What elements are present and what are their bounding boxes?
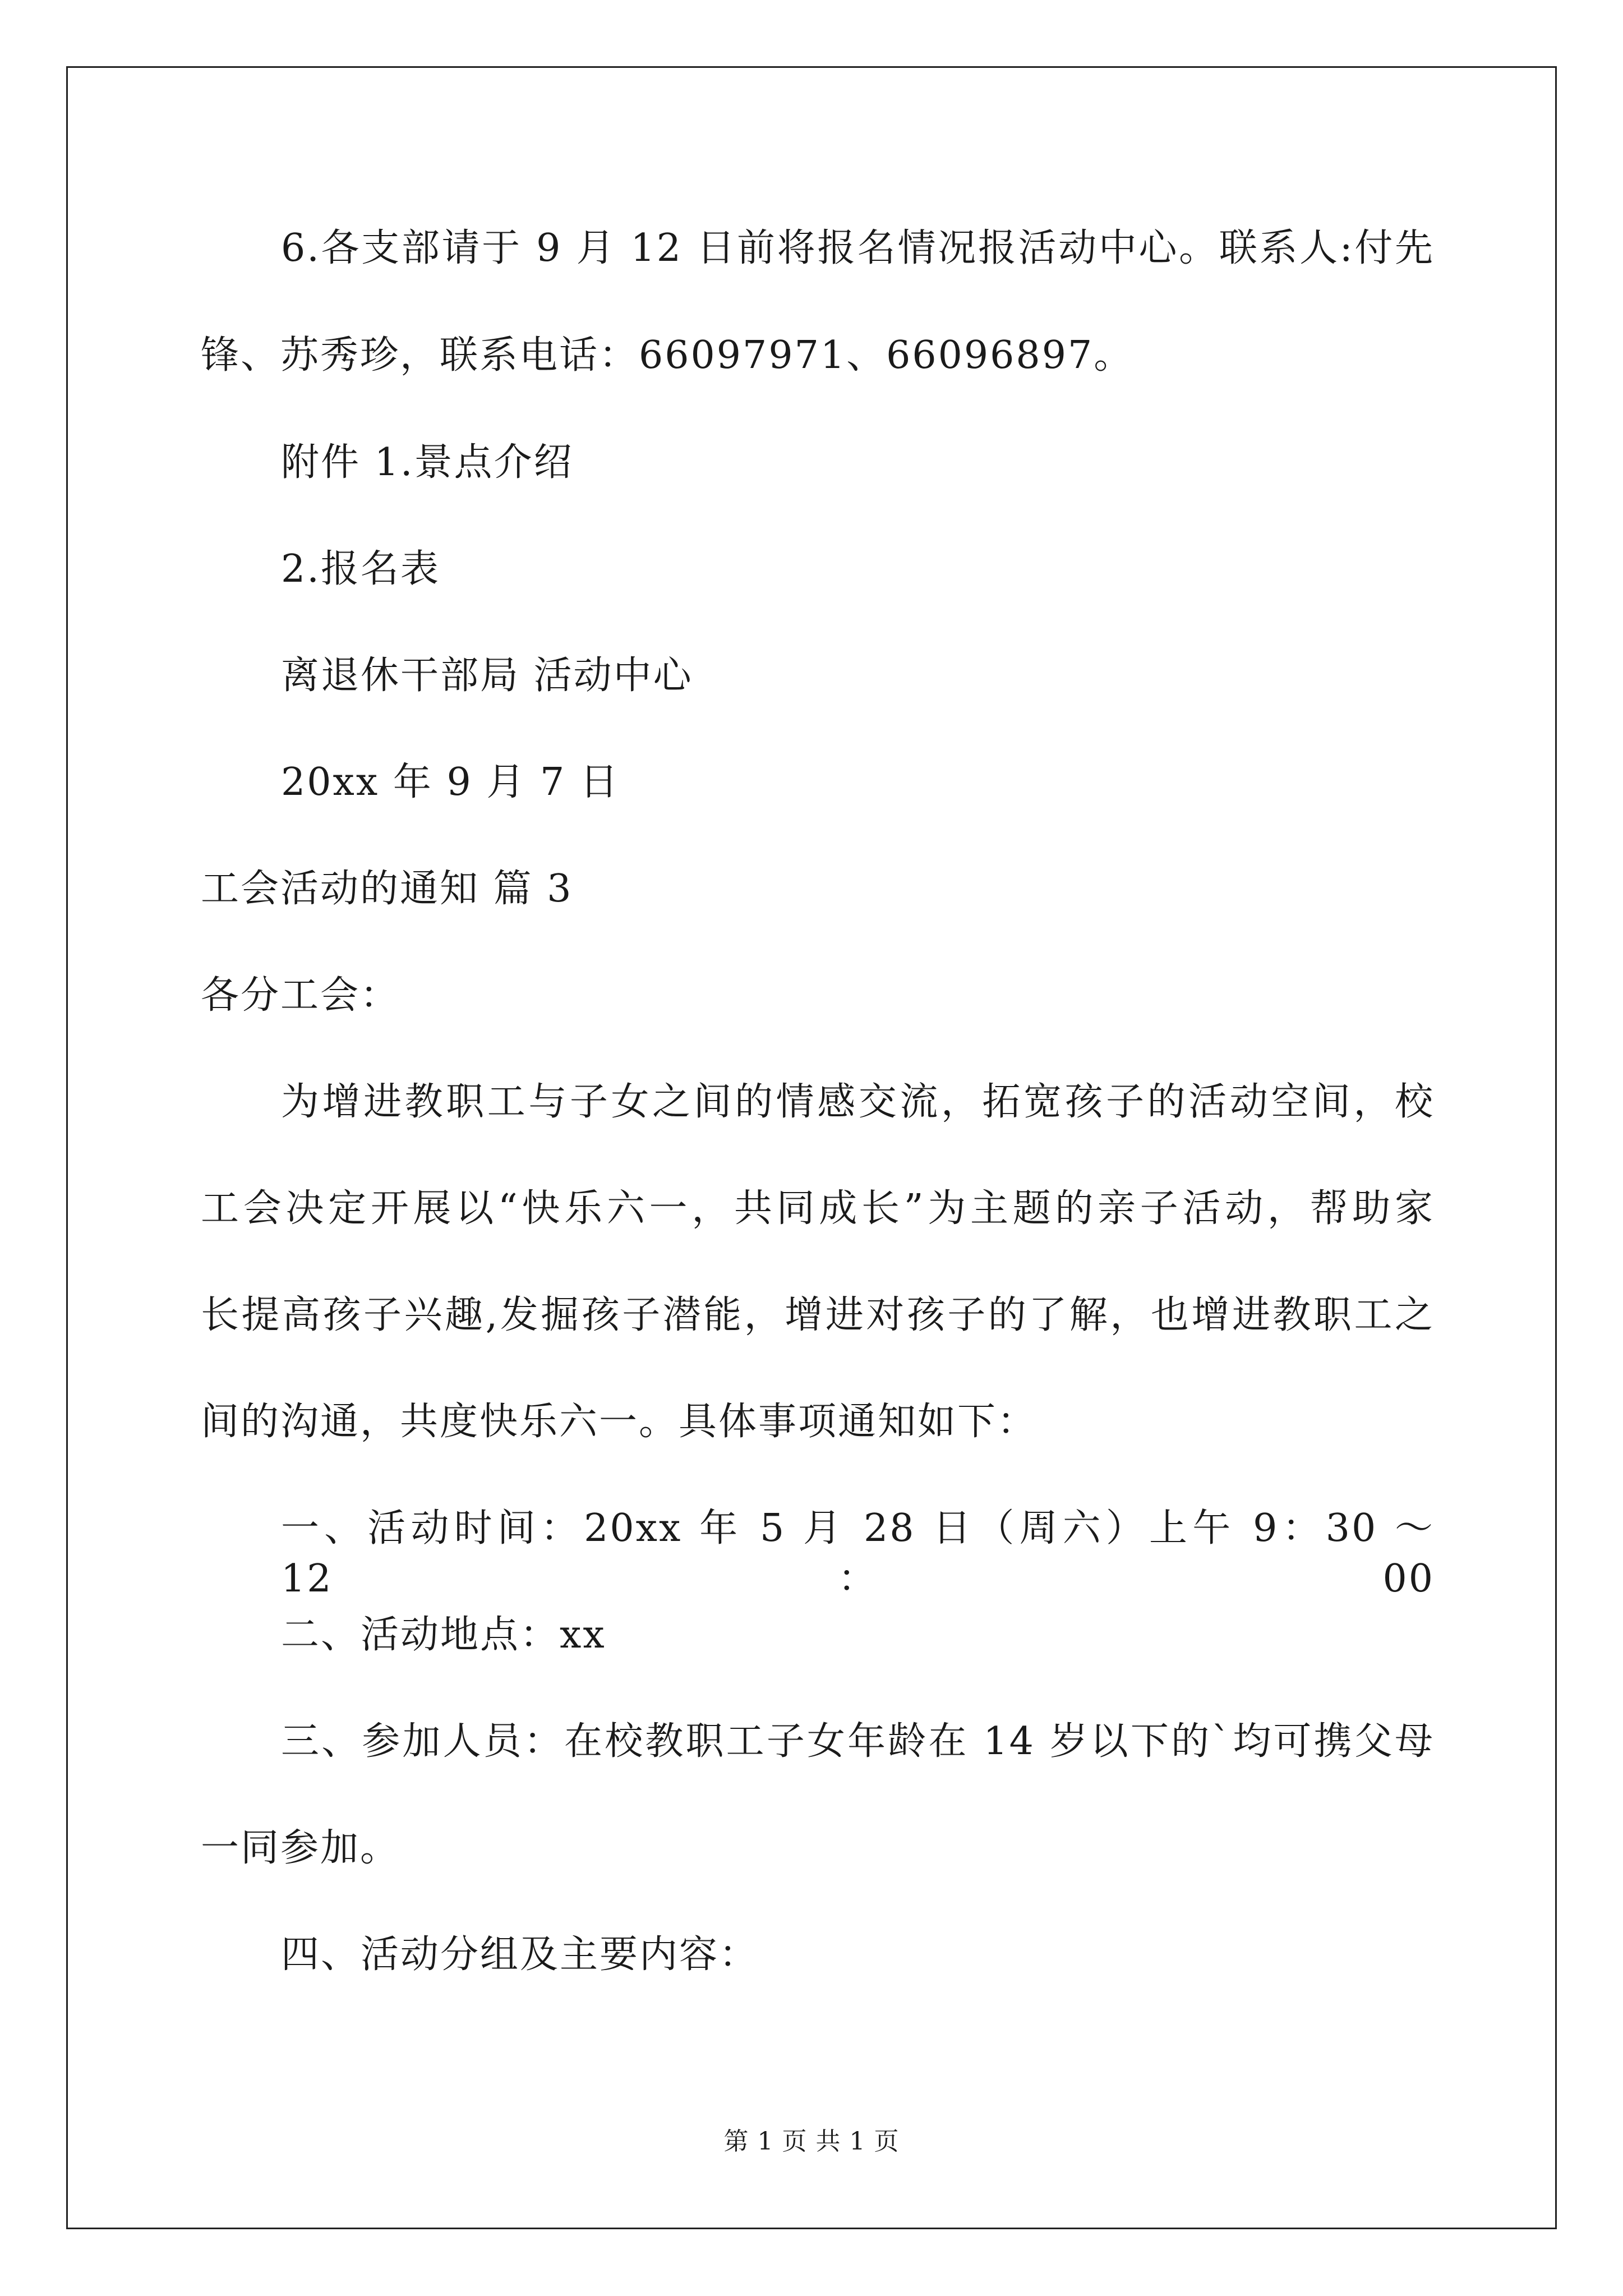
- paragraph-line: 为增进教职工与子女之间的情感交流，拓宽孩子的活动空间，校: [281, 1080, 1435, 1124]
- paragraph-line: 间的沟通，共度快乐六一。具体事项通知如下：: [201, 1400, 1038, 1444]
- page-frame: [66, 66, 1557, 2229]
- page-number-footer: 第 1 页 共 1 页: [723, 2127, 900, 2156]
- paragraph-line: 锋、苏秀珍，联系电话：66097971、66096897。: [201, 333, 1134, 378]
- paragraph-line: 一同参加。: [201, 1826, 400, 1870]
- signature-organization: 离退休干部局 活动中心: [281, 654, 693, 698]
- paragraph-line: 6.各支部请于 9 月 12 日前将报名情况报活动中心。联系人:付先: [281, 226, 1435, 270]
- section-heading: 工会活动的通知 篇 3: [201, 867, 573, 911]
- paragraph-line: 工会决定开展以“快乐六一，共同成长”为主题的亲子活动，帮助家: [201, 1186, 1435, 1231]
- attachment-line: 附件 1.景点介绍: [281, 440, 574, 485]
- paragraph-line: 一、活动时间：20xx 年 5 月 28 日（周六）上午 9：30 ～12：00: [281, 1506, 1435, 1601]
- attachment-line: 2.报名表: [281, 547, 440, 591]
- paragraph-line: 二、活动地点：xx: [281, 1613, 606, 1657]
- signature-date: 20xx 年 9 月 7 日: [281, 760, 620, 804]
- paragraph-line: 三、参加人员：在校教职工子女年龄在 14 岁以下的`均可携父母: [281, 1719, 1435, 1764]
- paragraph-line: 四、活动分组及主要内容：: [281, 1932, 759, 1977]
- paragraph-line: 长提高孩子兴趣,发掘孩子潜能，增进对孩子的了解，也增进教职工之: [201, 1293, 1435, 1337]
- salutation: 各分工会：: [201, 973, 400, 1018]
